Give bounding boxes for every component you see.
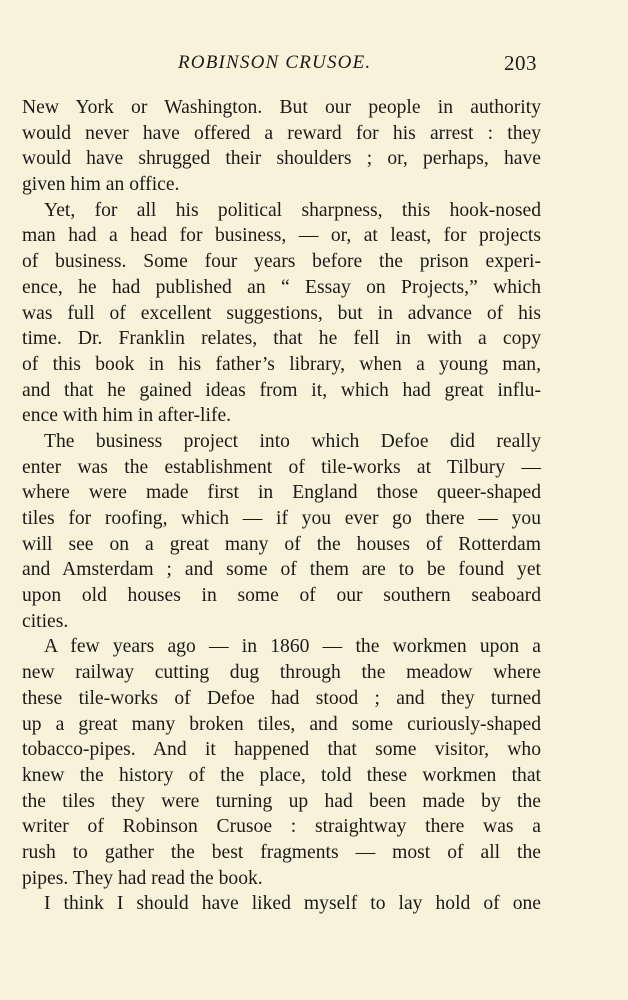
text-line: and Amsterdam ; and some of them are to be found yet <box>22 559 541 581</box>
text-line: New York or Washington. But our people in authority <box>22 97 541 118</box>
text-line: pipes. They had read the book. <box>22 867 263 889</box>
text-line: knew the history of the place, told these workmen that <box>22 764 541 786</box>
text-line: of this book in his father’s library, when a young man, <box>22 353 541 375</box>
text-line: the tiles they were turning up had been made by the <box>22 790 541 812</box>
text-line: would have shrugged their shoulders ; or, perhaps, have <box>22 148 541 170</box>
text-line: enter was the establishment of tile-works at Tilbury — <box>22 456 541 478</box>
text-line: cities. <box>22 610 69 632</box>
text-line: given him an office. <box>22 174 180 196</box>
text-line: of business. Some four years before the prison experi- <box>22 251 541 273</box>
text-line: ence with him in after-life. <box>22 405 232 427</box>
text-line: rush to gather the best fragments — most of all the <box>22 841 541 863</box>
body-text <box>22 95 541 917</box>
text-line: will see on a great many of the houses of Rotterdam <box>22 533 541 555</box>
text-line: A few years ago — in 1860 — the workmen upon a <box>44 636 541 658</box>
text-line: and that he gained ideas from it, which had great influ- <box>22 379 541 401</box>
text-line: these tile-works of Defoe had stood ; and they turned <box>22 687 541 709</box>
running-title: ROBINSON CRUSOE. <box>178 52 372 73</box>
text-line: writer of Robinson Crusoe : straightway there was a <box>22 816 541 838</box>
text-line: I think I should have liked myself to lay hold of one <box>44 893 541 915</box>
text-line: Yet, for all his political sharpness, this hook-nosed <box>44 199 541 221</box>
text-line: tobacco-pipes. And it happened that some visitor, who <box>22 739 541 761</box>
text-line: upon old houses in some of our southern seaboard <box>22 585 541 607</box>
text-line: where were made first in England those queer-shaped <box>22 482 541 504</box>
text-line: would never have offered a reward for his arrest : they <box>22 122 541 144</box>
text-line: man had a head for business, — or, at least, for projects <box>22 225 541 247</box>
text-line: tiles for roofing, which — if you ever go there — you <box>22 508 541 529</box>
text-line: was full of excellent suggestions, but in advance of his <box>22 302 541 324</box>
text-line: new railway cutting dug through the meadow where <box>22 662 541 684</box>
text-line: time. Dr. Franklin relates, that he fell in with a copy <box>22 328 541 350</box>
running-head <box>0 50 628 80</box>
text-line: ence, he had published an “ Essay on Projects,” which <box>22 276 541 298</box>
text-line: up a great many broken tiles, and some curiously-shaped <box>22 713 541 735</box>
page-number: 203 <box>504 51 537 75</box>
text-line: The business project into which Defoe did really <box>44 430 541 452</box>
